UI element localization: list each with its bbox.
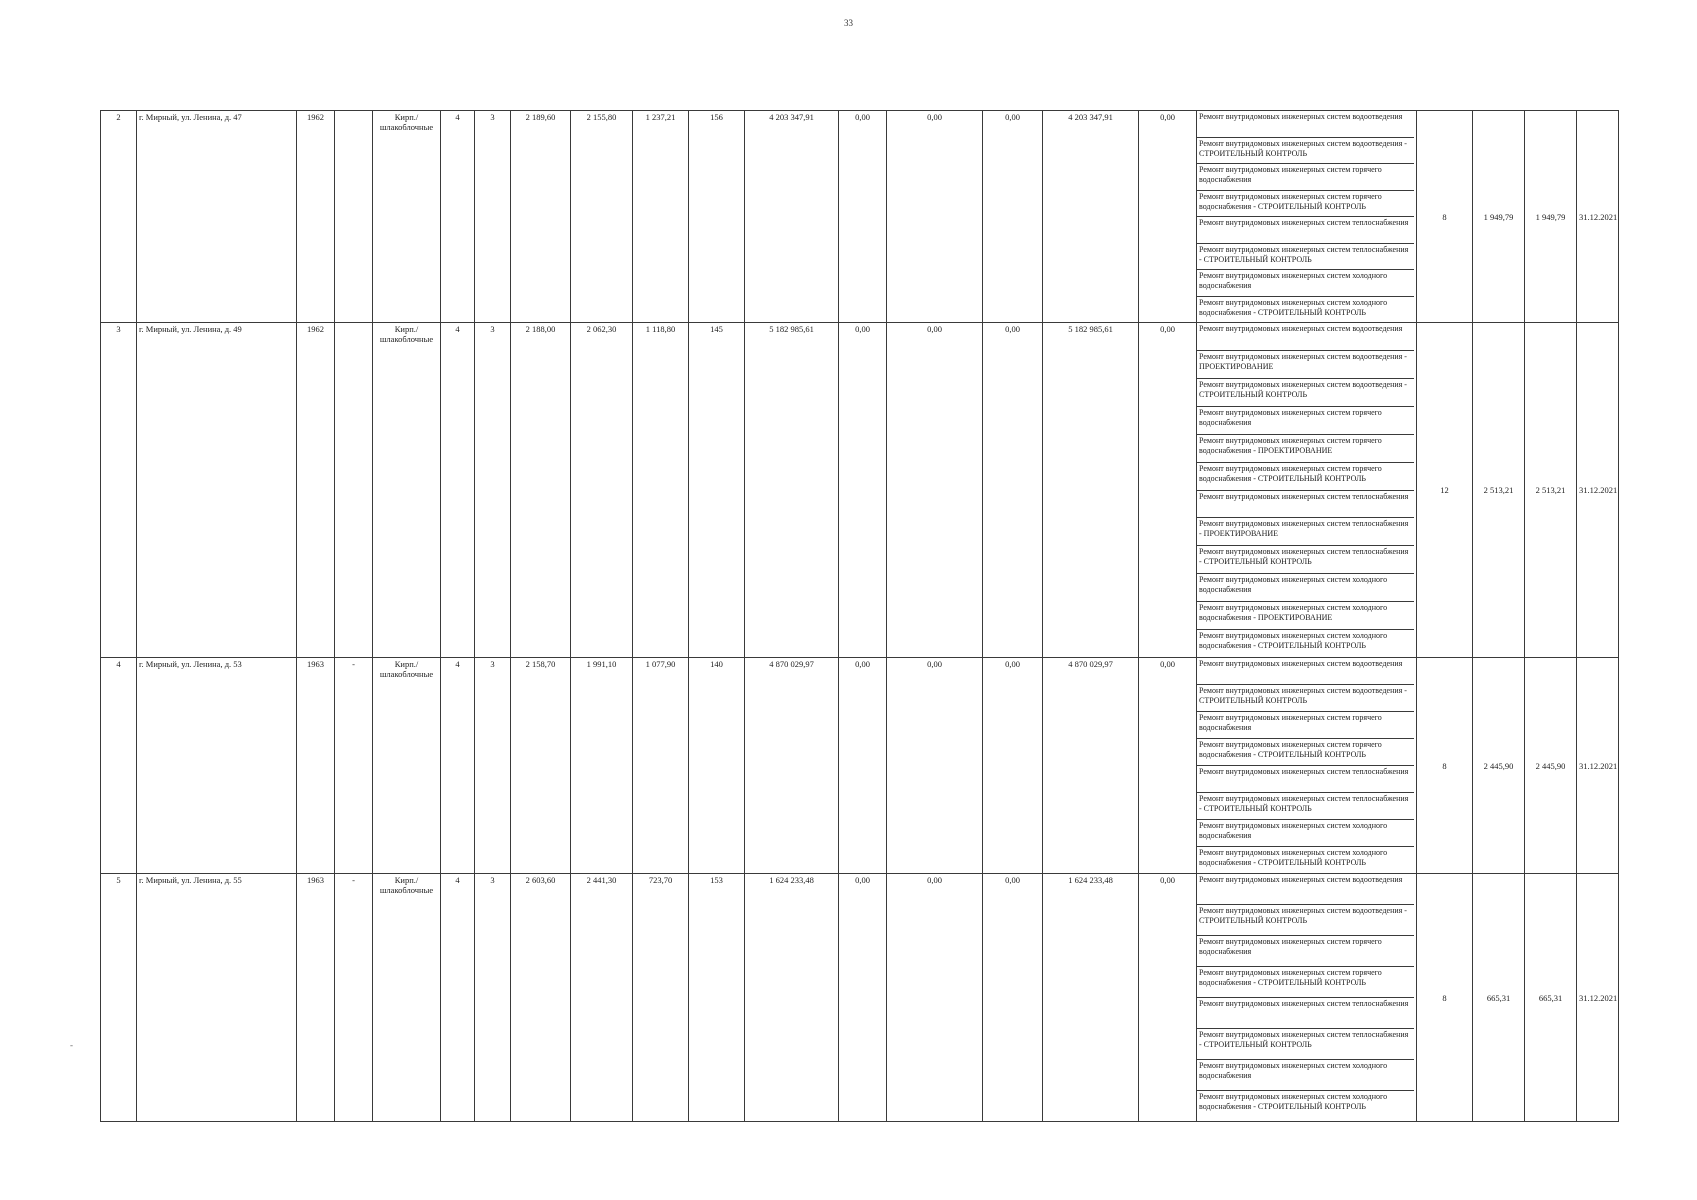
extra-field-cell: -: [335, 874, 373, 1122]
construction-year-cell: 1963: [297, 658, 335, 874]
table-row: [101, 658, 1619, 874]
row-number-cell: 5: [101, 874, 137, 1122]
work-item: Ремонт внутридомовых инженерных систем горячего водоснабжения - ПРОЕКТИРОВАНИЕ: [1197, 435, 1414, 463]
work-list-cell: [1197, 874, 1417, 1122]
fund-4-cell: 4 203 347,91: [1043, 111, 1139, 323]
fund-1-cell: 0,00: [839, 111, 887, 323]
work-count-cell: 8: [1417, 658, 1473, 874]
work-count-cell: 12: [1417, 323, 1473, 658]
construction-year-cell: 1962: [297, 323, 335, 658]
work-item: Ремонт внутридомовых инженерных систем водоотведения: [1197, 874, 1414, 905]
work-item: Ремонт внутридомовых инженерных систем теплоснабжения: [1197, 491, 1414, 519]
entrance-count-cell: 3: [475, 111, 511, 323]
work-item: Ремонт внутридомовых инженерных систем холодного водоснабжения: [1197, 820, 1414, 847]
work-item: Ремонт внутридомовых инженерных систем холодного водоснабжения - СТРОИТЕЛЬНЫЙ КОНТРОЛЬ: [1199, 631, 1388, 651]
work-item: Ремонт внутридомовых инженерных систем водоотведения - СТРОИТЕЛЬНЫЙ КОНТРОЛЬ: [1197, 138, 1414, 165]
table-row: [101, 874, 1619, 1122]
page-number: 33: [844, 18, 853, 28]
fund-4-cell: 4 870 029,97: [1043, 658, 1139, 874]
resident-count-cell: 156: [689, 111, 745, 323]
cost-per-m2-limit-cell: 1 949,79: [1525, 111, 1577, 323]
fund-2-cell: 0,00: [887, 111, 983, 323]
address-cell: г. Мирный, ул. Ленина, д. 55: [137, 874, 297, 1122]
work-item: Ремонт внутридомовых инженерных систем теплоснабжения - ПРОЕКТИРОВАНИЕ: [1197, 518, 1414, 546]
wall-material-cell: Кирп./ шлакоблочные: [373, 658, 441, 874]
extra-field-cell: [335, 323, 373, 658]
work-list-cell: [1197, 658, 1417, 874]
work-item: Ремонт внутридомовых инженерных систем горячего водоснабжения - СТРОИТЕЛЬНЫЙ КОНТРОЛЬ: [1197, 463, 1414, 491]
construction-year-cell: 1962: [297, 111, 335, 323]
work-item: Ремонт внутридомовых инженерных систем горячего водоснабжения: [1197, 407, 1414, 435]
work-item: Ремонт внутридомовых инженерных систем холодного водоснабжения - ПРОЕКТИРОВАНИЕ: [1197, 602, 1414, 630]
fund-5-cell: 0,00: [1139, 323, 1197, 658]
work-list-cell: [1197, 323, 1417, 658]
work-item: Ремонт внутридомовых инженерных систем горячего водоснабжения - СТРОИТЕЛЬНЫЙ КОНТРОЛЬ: [1197, 967, 1414, 998]
stray-mark: -: [70, 1040, 73, 1050]
area-premises-cell: 1 237,21: [633, 111, 689, 323]
work-item: Ремонт внутридомовых инженерных систем холодного водоснабжения - СТРОИТЕЛЬНЫЙ КОНТРОЛЬ: [1199, 848, 1388, 867]
deadline-cell: 31.12.2021: [1577, 323, 1619, 658]
work-item: Ремонт внутридомовых инженерных систем водоотведения: [1197, 323, 1414, 351]
row-number-cell: 2: [101, 111, 137, 323]
fund-5-cell: 0,00: [1139, 874, 1197, 1122]
work-item: Ремонт внутридомовых инженерных систем горячего водоснабжения: [1197, 712, 1414, 739]
address-cell: г. Мирный, ул. Ленина, д. 53: [137, 658, 297, 874]
wall-material-cell: Кирп./ шлакоблочные: [373, 323, 441, 658]
area-premises-cell: 1 077,90: [633, 658, 689, 874]
cost-per-m2-cell: 2 513,21: [1473, 323, 1525, 658]
cost-per-m2-limit-cell: 665,31: [1525, 874, 1577, 1122]
area-living-cell: 2 441,30: [571, 874, 633, 1122]
area-living-cell: 1 991,10: [571, 658, 633, 874]
extra-field-cell: -: [335, 658, 373, 874]
resident-count-cell: 140: [689, 658, 745, 874]
fund-2-cell: 0,00: [887, 874, 983, 1122]
area-total-cell: 2 603,60: [511, 874, 571, 1122]
cost-total-cell: 4 203 347,91: [745, 111, 839, 323]
deadline-cell: 31.12.2021: [1577, 658, 1619, 874]
work-list-cell: [1197, 111, 1417, 323]
work-item: Ремонт внутридомовых инженерных систем теплоснабжения: [1197, 766, 1414, 793]
row-number-cell: 3: [101, 323, 137, 658]
work-item: Ремонт внутридомовых инженерных систем холодного водоснабжения - СТРОИТЕЛЬНЫЙ КОНТРОЛЬ: [1199, 1092, 1388, 1111]
work-item: Ремонт внутридомовых инженерных систем холодного водоснабжения: [1197, 270, 1414, 297]
cost-total-cell: 1 624 233,48: [745, 874, 839, 1122]
table-row: [101, 323, 1619, 658]
wall-material-cell: Кирп./ шлакоблочные: [373, 111, 441, 323]
work-item: Ремонт внутридомовых инженерных систем водоотведения - ПРОЕКТИРОВАНИЕ: [1197, 351, 1414, 379]
area-living-cell: 2 062,30: [571, 323, 633, 658]
work-item: Ремонт внутридомовых инженерных систем водоотведения - СТРОИТЕЛЬНЫЙ КОНТРОЛЬ: [1197, 379, 1414, 407]
fund-5-cell: 0,00: [1139, 658, 1197, 874]
deadline-cell: 31.12.2021: [1577, 111, 1619, 323]
area-total-cell: 2 189,60: [511, 111, 571, 323]
address-cell: г. Мирный, ул. Ленина, д. 49: [137, 323, 297, 658]
fund-3-cell: 0,00: [983, 323, 1043, 658]
fund-4-cell: 5 182 985,61: [1043, 323, 1139, 658]
floor-count-cell: 4: [441, 874, 475, 1122]
entrance-count-cell: 3: [475, 658, 511, 874]
fund-2-cell: 0,00: [887, 658, 983, 874]
fund-1-cell: 0,00: [839, 874, 887, 1122]
work-item: Ремонт внутридомовых инженерных систем теплоснабжения - СТРОИТЕЛЬНЫЙ КОНТРОЛЬ: [1197, 1029, 1414, 1060]
cost-per-m2-cell: 2 445,90: [1473, 658, 1525, 874]
work-item: Ремонт внутридомовых инженерных систем теплоснабжения: [1197, 998, 1414, 1029]
work-item: Ремонт внутридомовых инженерных систем теплоснабжения - СТРОИТЕЛЬНЫЙ КОНТРОЛЬ: [1197, 793, 1414, 820]
area-total-cell: 2 158,70: [511, 658, 571, 874]
area-premises-cell: 1 118,80: [633, 323, 689, 658]
work-item: Ремонт внутридомовых инженерных систем холодного водоснабжения: [1197, 574, 1414, 602]
cost-per-m2-cell: 1 949,79: [1473, 111, 1525, 323]
entrance-count-cell: 3: [475, 874, 511, 1122]
work-item: Ремонт внутридомовых инженерных систем теплоснабжения - СТРОИТЕЛЬНЫЙ КОНТРОЛЬ: [1197, 546, 1414, 574]
work-item: Ремонт внутридомовых инженерных систем холодного водоснабжения - СТРОИТЕЛЬНЫЙ КОНТРОЛЬ: [1199, 297, 1388, 317]
cost-per-m2-cell: 665,31: [1473, 874, 1525, 1122]
cost-total-cell: 4 870 029,97: [745, 658, 839, 874]
fund-3-cell: 0,00: [983, 658, 1043, 874]
floor-count-cell: 4: [441, 323, 475, 658]
table-row: [101, 111, 1619, 323]
work-item: Ремонт внутридомовых инженерных систем водоотведения: [1197, 111, 1414, 138]
resident-count-cell: 153: [689, 874, 745, 1122]
fund-5-cell: 0,00: [1139, 111, 1197, 323]
wall-material-cell: Кирп./ шлакоблочные: [373, 874, 441, 1122]
entrance-count-cell: 3: [475, 323, 511, 658]
area-total-cell: 2 188,00: [511, 323, 571, 658]
fund-1-cell: 0,00: [839, 658, 887, 874]
fund-4-cell: 1 624 233,48: [1043, 874, 1139, 1122]
fund-3-cell: 0,00: [983, 111, 1043, 323]
area-living-cell: 2 155,80: [571, 111, 633, 323]
work-item: Ремонт внутридомовых инженерных систем водоотведения - СТРОИТЕЛЬНЫЙ КОНТРОЛЬ: [1197, 905, 1414, 936]
cost-per-m2-limit-cell: 2 445,90: [1525, 658, 1577, 874]
work-item: Ремонт внутридомовых инженерных систем горячего водоснабжения: [1197, 936, 1414, 967]
cost-per-m2-limit-cell: 2 513,21: [1525, 323, 1577, 658]
construction-year-cell: 1963: [297, 874, 335, 1122]
deadline-cell: 31.12.2021: [1577, 874, 1619, 1122]
address-cell: г. Мирный, ул. Ленина, д. 47: [137, 111, 297, 323]
work-item: Ремонт внутридомовых инженерных систем горячего водоснабжения - СТРОИТЕЛЬНЫЙ КОНТРОЛЬ: [1197, 739, 1414, 766]
fund-3-cell: 0,00: [983, 874, 1043, 1122]
floor-count-cell: 4: [441, 658, 475, 874]
extra-field-cell: [335, 111, 373, 323]
fund-2-cell: 0,00: [887, 323, 983, 658]
cost-total-cell: 5 182 985,61: [745, 323, 839, 658]
work-item: Ремонт внутридомовых инженерных систем горячего водоснабжения: [1197, 164, 1414, 191]
work-count-cell: 8: [1417, 111, 1473, 323]
work-item: Ремонт внутридомовых инженерных систем водоотведения - СТРОИТЕЛЬНЫЙ КОНТРОЛЬ: [1197, 685, 1414, 712]
work-item: Ремонт внутридомовых инженерных систем горячего водоснабжения - СТРОИТЕЛЬНЫЙ КОНТРОЛЬ: [1197, 191, 1414, 218]
area-premises-cell: 723,70: [633, 874, 689, 1122]
fund-1-cell: 0,00: [839, 323, 887, 658]
work-count-cell: 8: [1417, 874, 1473, 1122]
repair-program-table: [100, 110, 1619, 1122]
resident-count-cell: 145: [689, 323, 745, 658]
work-item: Ремонт внутридомовых инженерных систем теплоснабжения - СТРОИТЕЛЬНЫЙ КОНТРОЛЬ: [1197, 244, 1414, 271]
work-item: Ремонт внутридомовых инженерных систем водоотведения: [1197, 658, 1414, 685]
work-item: Ремонт внутридомовых инженерных систем холодного водоснабжения: [1197, 1060, 1414, 1091]
floor-count-cell: 4: [441, 111, 475, 323]
work-item: Ремонт внутридомовых инженерных систем теплоснабжения: [1197, 217, 1414, 244]
row-number-cell: 4: [101, 658, 137, 874]
